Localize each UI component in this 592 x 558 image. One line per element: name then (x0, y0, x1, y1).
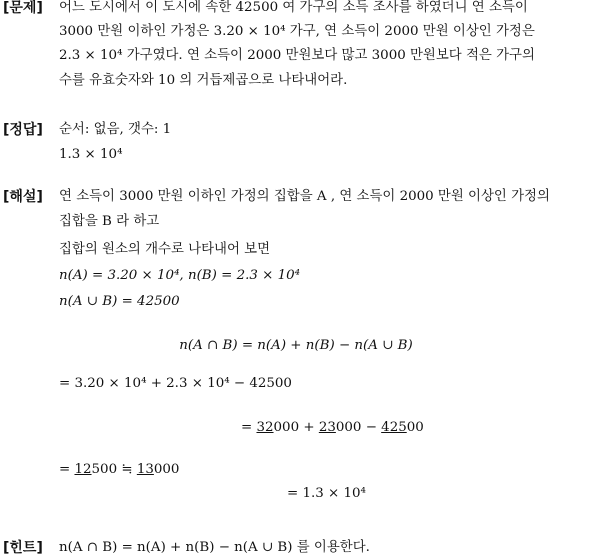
answer-value: 1.3 × 10⁴ (59, 147, 123, 162)
step2-part: 00 (406, 420, 424, 435)
solution-step-1: = 3.20 × 10⁴ + 2.3 × 10⁴ − 42500 (59, 376, 292, 391)
significant-digits: 12 (74, 462, 92, 477)
solution-line-3: 집합의 원소의 개수로 나타내어 보면 (59, 242, 271, 257)
problem-label: [문제] (3, 0, 43, 16)
solution-n-values: n(A) = 3.20 × 10⁴, n(B) = 2.3 × 10⁴ (59, 268, 301, 283)
solution-line-2: 집합을 B 라 하고 (59, 214, 160, 229)
step3-part: = (59, 462, 75, 477)
answer-label: [정답] (3, 122, 43, 138)
solution-line-1: 연 소득이 3000 만원 이하인 가정의 집합을 A , 연 소득이 2000 만원 이상인 가정의 (59, 189, 550, 204)
solution-step-4: = 1.3 × 10⁴ (287, 486, 366, 501)
solution-step-2 (241, 418, 424, 438)
step2-part: 000 − (335, 420, 382, 435)
solution-label: [해설] (3, 189, 43, 205)
significant-digits: 32 (256, 420, 274, 435)
problem-line-4: 수를 유효숫자와 10 의 거듭제곱으로 나타내어라. (59, 73, 348, 88)
problem-line-1: 어느 도시에서 이 도시에 속한 42500 여 가구의 소득 조사를 하였더니 연 소득이 (59, 0, 528, 15)
solution-formula: n(A ∩ B) = n(A) + n(B) − n(A ∪ B) (179, 338, 413, 353)
problem-line-3: 2.3 × 10⁴ 가구였다. 연 소득이 2000 만원보다 많고 3000 만원보다 적은 가구의 (59, 48, 535, 63)
significant-digits: 23 (318, 420, 336, 435)
step3-part: 500 ≒ (91, 462, 137, 477)
significant-digits: 13 (136, 462, 154, 477)
step2-part: = (241, 420, 257, 435)
problem-line-2: 3000 만원 이하인 가정은 3.20 × 10⁴ 가구, 연 소득이 2000 만원 이상인 가정은 (59, 24, 535, 39)
hint-label: [힌트] (3, 540, 43, 556)
solution-step-3 (59, 460, 179, 480)
solution-n-union: n(A ∪ B) = 42500 (59, 294, 180, 309)
step3-part: 000 (153, 462, 180, 477)
answer-order-count: 순서: 없음, 갯수: 1 (59, 122, 172, 137)
hint-text: n(A ∩ B) = n(A) + n(B) − n(A ∪ B) 를 이용한다. (59, 540, 370, 555)
significant-digits: 425 (381, 420, 407, 435)
step2-part: 000 + (273, 420, 319, 435)
